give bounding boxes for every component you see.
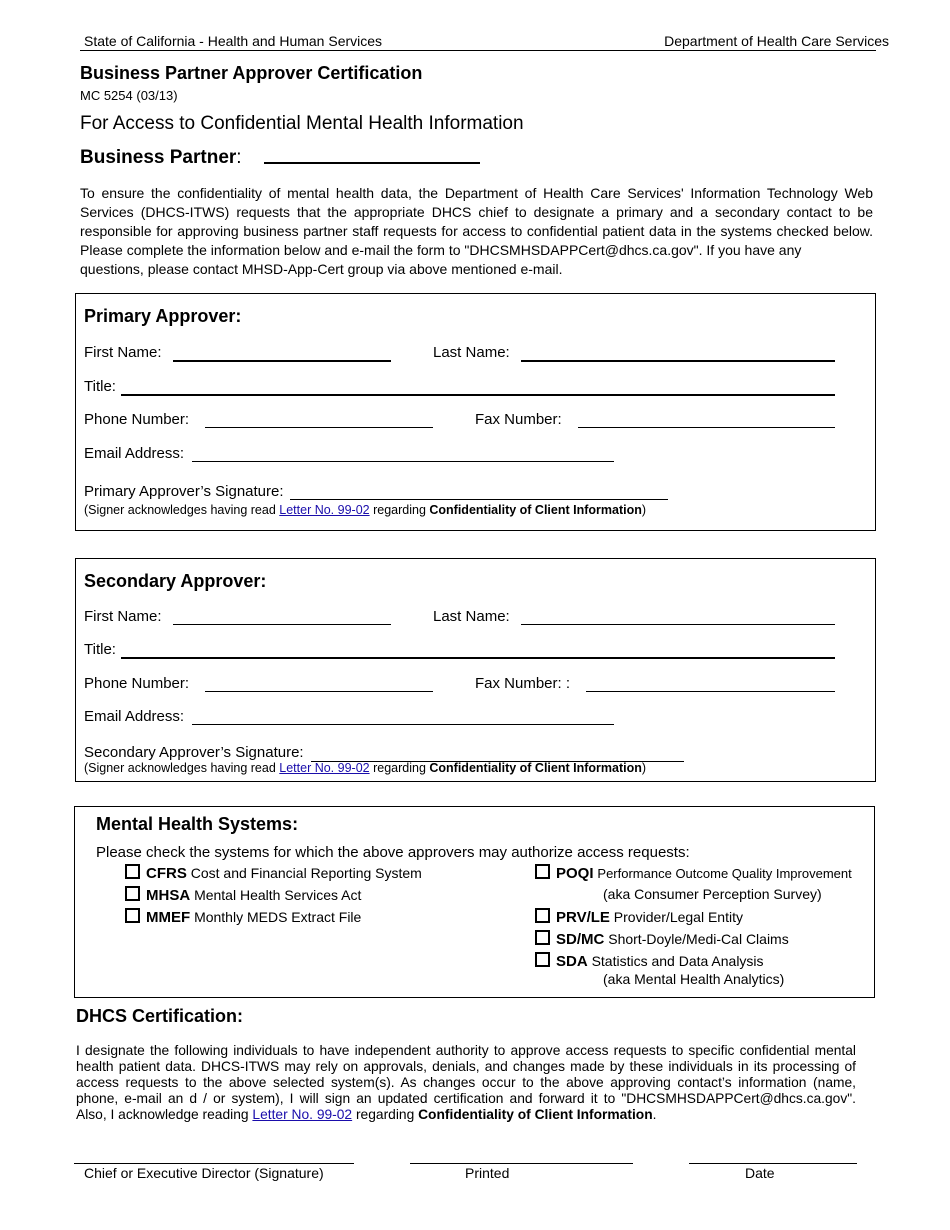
system-code: PRV/LE [556, 909, 610, 926]
primary-first-name-field[interactable] [173, 343, 391, 362]
system-desc: Monthly MEDS Extract File [194, 909, 362, 925]
cert-last-prefix: Also, I acknowledge reading [76, 1107, 253, 1122]
secondary-email-field[interactable] [192, 707, 614, 725]
form-number: MC 5254 (03/13) [80, 88, 178, 103]
primary-fax-label: Fax Number: [475, 411, 562, 428]
intro-line: To ensure the confidentiality of mental health data, the Department of Health Care Services' Information Technology Web [80, 185, 873, 201]
system-checkbox-sdmc[interactable] [535, 930, 789, 948]
letter-link[interactable]: Letter No. 99-02 [279, 503, 370, 517]
system-code: CFRS [146, 865, 187, 882]
form-subtitle: For Access to Confidential Mental Health Information [80, 113, 524, 134]
system-desc: Mental Health Services Act [194, 887, 362, 903]
primary-first-name-label: First Name: [84, 344, 162, 361]
checkbox-icon[interactable] [125, 886, 140, 901]
system-checkbox-cfrs[interactable] [125, 864, 422, 882]
header-rule [80, 50, 876, 51]
checkbox-icon[interactable] [535, 908, 550, 923]
primary-fax-field[interactable] [578, 410, 835, 428]
primary-last-name-field[interactable] [521, 343, 835, 362]
chief-signature-line[interactable] [74, 1163, 354, 1164]
header-right: Department of Health Care Services [664, 33, 889, 49]
system-desc: Statistics and Data Analysis [591, 953, 764, 969]
cert-line: I designate the following individuals to have independent authority to approve access requests to specific confidential mental [76, 1043, 856, 1058]
system-code: SDA [556, 953, 588, 970]
system-checkbox-poqi[interactable] [535, 864, 852, 882]
cert-line: phone, e-mail an d / or system), I will sign an updated certification and forward it to "DHCSMHSDAPPCert@dhcs.ca.gov". [76, 1091, 856, 1106]
cert-last-suffix: . [652, 1107, 657, 1122]
system-desc: Cost and Financial Reporting System [190, 865, 422, 881]
intro-line: Please complete the information below and e-mail the form to "DHCSMHSDAPPCert@dhcs.ca.gov". If you have any [80, 242, 802, 258]
primary-approver-title: Primary Approver: [84, 306, 242, 326]
secondary-signature-field[interactable] [311, 743, 684, 762]
primary-signature-field[interactable] [290, 482, 668, 500]
primary-signature-label: Primary Approver’s Signature: [84, 483, 284, 500]
secondary-first-name-field[interactable] [173, 607, 391, 625]
note-suffix: ) [641, 503, 647, 517]
business-partner-field[interactable] [264, 144, 480, 164]
printed-name-line[interactable] [410, 1163, 633, 1164]
business-partner-colon: : [236, 147, 242, 168]
system-aka-poqi: (aka Consumer Perception Survey) [603, 886, 822, 902]
checkbox-icon[interactable] [535, 952, 550, 967]
date-label: Date [745, 1165, 775, 1181]
primary-title-label: Title: [84, 378, 116, 395]
system-desc: Provider/Legal Entity [613, 909, 743, 925]
letter-link[interactable]: Letter No. 99-02 [252, 1107, 353, 1122]
chief-signature-label: Chief or Executive Director (Signature) [84, 1165, 324, 1181]
system-checkbox-mhsa[interactable] [125, 886, 361, 904]
cert-line-last [76, 1107, 856, 1123]
cert-line: health patient data. DHCS-ITWS may rely on approvals, denials, and changes made by these individuals in its processing of [76, 1059, 856, 1074]
primary-phone-field[interactable] [205, 410, 433, 428]
checkbox-icon[interactable] [535, 864, 550, 879]
secondary-title-label: Title: [84, 641, 116, 658]
primary-title-field[interactable] [121, 377, 835, 396]
primary-last-name-label: Last Name: [433, 344, 510, 361]
intro-line: Services (DHCS-ITWS) requests that the appropriate DHCS chief to designate a primary and a secondary contact to be [80, 204, 873, 220]
secondary-fax-field[interactable] [586, 674, 835, 692]
primary-email-label: Email Address: [84, 445, 185, 462]
system-code: POQI [556, 865, 594, 882]
secondary-last-name-label: Last Name: [433, 608, 510, 625]
note-bold: Confidentiality of Client Information [429, 503, 642, 517]
secondary-phone-label: Phone Number: [84, 675, 190, 692]
system-code: MHSA [146, 887, 191, 904]
secondary-phone-field[interactable] [205, 674, 433, 692]
system-code: MMEF [146, 909, 191, 926]
primary-signer-note [84, 503, 646, 517]
note-middle: regarding [369, 503, 430, 517]
note-prefix: (Signer acknowledges having read [84, 761, 280, 775]
note-bold: Confidentiality of Client Information [429, 761, 642, 775]
cert-line: access requests to the above selected system(s). As changes occur to the above approving contact’s information (name, [76, 1075, 856, 1090]
system-aka-sda: (aka Mental Health Analytics) [603, 971, 785, 987]
secondary-fax-label: Fax Number: : [475, 675, 571, 692]
primary-email-field[interactable] [192, 444, 614, 462]
intro-line: responsible for approving business partner staff requests for access to confidential patient data in the systems checked below. [80, 223, 873, 239]
printed-label: Printed [465, 1165, 510, 1181]
system-checkbox-mmef[interactable] [125, 908, 361, 926]
systems-instruction: Please check the systems for which the above approvers may authorize access requests: [96, 844, 690, 861]
cert-last-bold: Confidentiality of Client Information [418, 1107, 653, 1122]
systems-title: Mental Health Systems: [96, 814, 299, 834]
system-desc: Short-Doyle/Medi-Cal Claims [608, 931, 789, 947]
secondary-first-name-label: First Name: [84, 608, 162, 625]
header-left: State of California - Health and Human Services [84, 33, 383, 49]
primary-phone-label: Phone Number: [84, 411, 190, 428]
note-suffix: ) [641, 761, 647, 775]
intro-line: questions, please contact MHSD-App-Cert group via above mentioned e-mail. [80, 261, 563, 277]
intro-paragraph [80, 184, 873, 279]
secondary-email-label: Email Address: [84, 708, 185, 725]
secondary-last-name-field[interactable] [521, 607, 835, 625]
note-prefix: (Signer acknowledges having read [84, 503, 280, 517]
business-partner-label [80, 147, 242, 169]
system-desc: Performance Outcome Quality Improvement [597, 866, 852, 881]
certification-title: DHCS Certification: [76, 1006, 244, 1026]
checkbox-icon[interactable] [125, 908, 140, 923]
system-checkbox-prvle[interactable] [535, 908, 743, 926]
secondary-title-field[interactable] [121, 640, 835, 659]
date-line[interactable] [689, 1163, 857, 1164]
letter-link[interactable]: Letter No. 99-02 [279, 761, 370, 775]
system-checkbox-sda[interactable] [535, 952, 764, 970]
certification-paragraph [76, 1043, 856, 1123]
business-partner-text: Business Partner [80, 147, 237, 168]
note-middle: regarding [369, 761, 430, 775]
secondary-signer-note [84, 761, 646, 775]
checkbox-icon[interactable] [125, 864, 140, 879]
checkbox-icon[interactable] [535, 930, 550, 945]
secondary-approver-title: Secondary Approver: [84, 571, 267, 591]
system-code: SD/MC [556, 931, 605, 948]
secondary-signature-label: Secondary Approver’s Signature: [84, 744, 304, 761]
cert-last-middle: regarding [352, 1107, 419, 1122]
form-title: Business Partner Approver Certification [80, 63, 423, 83]
